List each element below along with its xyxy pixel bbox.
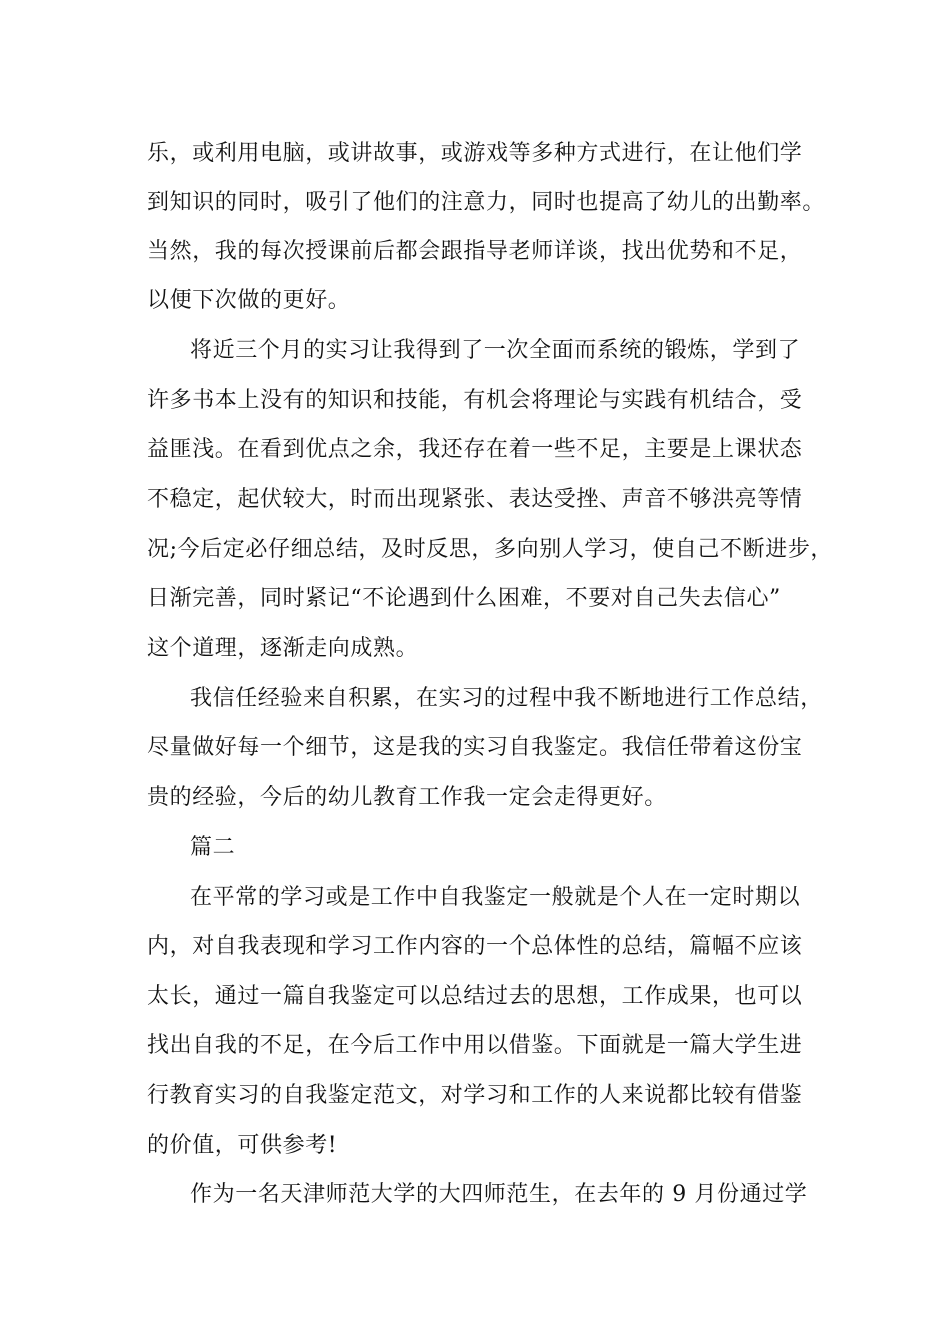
text-line: 太长，通过一篇自我鉴定可以总结过去的思想，工作成果，也可以 <box>147 984 803 1009</box>
text-line: 乐，或利用电脑，或讲故事，或游戏等多种方式进行，在让他们学 <box>147 141 803 166</box>
text-line: 贵的经验，今后的幼儿教育工作我一定会走得更好。 <box>147 785 667 810</box>
paragraph-first-line: 将近三个月的实习让我得到了一次全面而系统的锻炼，学到了 <box>190 338 801 363</box>
text-line: 行教育实习的自我鉴定范文，对学习和工作的人来说都比较有借鉴 <box>147 1083 803 1108</box>
text-line: 日渐完善，同时紧记“不论遇到什么困难，不要对自己失去信心” <box>147 586 781 611</box>
text-line: 内，对自我表现和学习工作内容的一个总体性的总结，篇幅不应该 <box>147 934 803 959</box>
text-line: 当然，我的每次授课前后都会跟指导老师详谈，找出优势和不足， <box>147 239 803 264</box>
paragraph-first-line: 作为一名天津师范大学的大四师范生，在去年的 9 月份通过学 <box>190 1182 808 1207</box>
text-line: 到知识的同时，吸引了他们的注意力，同时也提高了幼儿的出勤率。 <box>147 190 826 215</box>
text-line: 况;今后定必仔细总结，及时反思，多向别人学习，使自己不断进步， <box>147 537 834 562</box>
text-line: 益匪浅。在看到优点之余，我还存在着一些不足，主要是上课状态 <box>147 437 803 462</box>
text-line: 找出自我的不足，在今后工作中用以借鉴。下面就是一篇大学生进 <box>147 1033 803 1058</box>
text-line: 的价值，可供参考! <box>147 1133 338 1158</box>
paragraph-first-line: 我信任经验来自积累，在实习的过程中我不断地进行工作总结， <box>190 686 823 711</box>
text-line: 这个道理，逐渐走向成熟。 <box>147 636 419 661</box>
text-line: 许多书本上没有的知识和技能，有机会将理论与实践有机结合，受 <box>147 388 803 413</box>
text-line: 尽量做好每一个细节，这是我的实习自我鉴定。我信任带着这份宝 <box>147 735 803 760</box>
section-heading: 篇二 <box>190 835 236 860</box>
text-line: 不稳定，起伏较大，时而出现紧张、表达受挫、声音不够洪亮等情 <box>147 487 803 512</box>
paragraph-first-line: 在平常的学习或是工作中自我鉴定一般就是个人在一定时期以 <box>190 885 801 910</box>
text-line: 以便下次做的更好。 <box>147 288 351 313</box>
